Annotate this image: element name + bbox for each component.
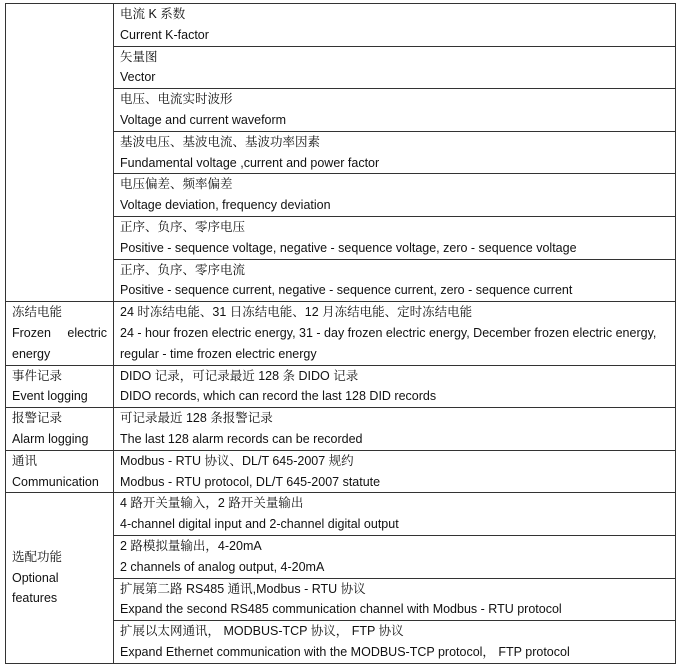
feature-en: 2 channels of analog output, 4-20mA <box>120 559 325 574</box>
comm-label-cell <box>6 450 114 493</box>
frozen-label-en-2: electric <box>67 325 107 340</box>
feature-cn: 4 路开关量输入，2 路开关量输出 <box>120 496 304 511</box>
feature-en: The last 128 alarm records can be recorded <box>120 431 363 446</box>
feature-cn: 正序、负序、零序电压 <box>120 219 246 234</box>
event-label-en: Event logging <box>12 389 88 404</box>
frozen-label-en-1: Frozen <box>12 325 51 340</box>
feature-cn: 扩展以太网通讯， MODBUS-TCP 协议， FTP 协议 <box>120 624 404 639</box>
comm-feature-cell <box>114 450 676 493</box>
measurement-label-cell <box>6 4 114 302</box>
feature-en: Voltage and current waveform <box>120 112 287 127</box>
table-row <box>6 450 676 493</box>
feature-en: Voltage deviation, frequency deviation <box>120 198 331 213</box>
feature-cn: Modbus - RTU 协议、DL/T 645-2007 规约 <box>120 453 354 468</box>
feature-cell-k-factor <box>114 4 676 47</box>
alarm-label-en: Alarm logging <box>12 431 89 446</box>
feature-en: 24 - hour frozen electric energy, 31 - day frozen electric energy, December frozen electric energy, <box>120 325 657 340</box>
comm-label-cn: 通讯 <box>12 453 38 468</box>
alarm-feature-cell <box>114 408 676 451</box>
feature-cn: 矢量图 <box>120 49 158 64</box>
feature-cn: 可记录最近 128 条报警记录 <box>120 411 273 426</box>
feature-en: Expand the second RS485 communication channel with Modbus - RTU protocol <box>120 602 562 617</box>
feature-en: Fundamental voltage ,current and power factor <box>120 155 380 170</box>
optional-label-cn: 选配功能 <box>12 549 63 564</box>
feature-cell-vector <box>114 46 676 89</box>
feature-en: Modbus - RTU protocol, DL/T 645-2007 statute <box>120 474 381 489</box>
feature-cell-sequence-current <box>114 259 676 302</box>
feature-cell-sequence-voltage <box>114 216 676 259</box>
table-row <box>6 302 676 365</box>
alarm-label-cell <box>6 408 114 451</box>
event-feature-cell <box>114 365 676 408</box>
optional-label-cell <box>6 493 114 663</box>
feature-en: Positive - sequence current, negative - sequence current, zero - sequence current <box>120 283 573 298</box>
table-row <box>6 493 676 536</box>
spec-table <box>5 3 676 664</box>
frozen-label-en-3: energy <box>12 346 51 361</box>
comm-label-en: Communication <box>12 474 99 489</box>
feature-cell-deviation <box>114 174 676 217</box>
feature-cell-waveform <box>114 89 676 132</box>
feature-cn: 电压、电流实时波形 <box>120 92 233 107</box>
frozen-label-cell <box>6 302 114 365</box>
feature-en: Positive - sequence voltage, negative - sequence voltage, zero - sequence voltage <box>120 240 577 255</box>
feature-cn: 正序、负序、零序电流 <box>120 262 246 277</box>
optional-feature-analog-output <box>114 535 676 578</box>
feature-cn: 扩展第二路 RS485 通讯,Modbus - RTU 协议 <box>120 581 366 596</box>
feature-en: 4-channel digital input and 2-channel digital output <box>120 517 399 532</box>
feature-en-cont: regular - time frozen electric energy <box>120 346 317 361</box>
table-row <box>6 408 676 451</box>
optional-feature-digital-io <box>114 493 676 536</box>
feature-en: DIDO records, which can record the last 128 DID records <box>120 389 437 404</box>
table-row <box>6 365 676 408</box>
optional-feature-rs485 <box>114 578 676 621</box>
optional-feature-ethernet <box>114 621 676 664</box>
feature-cn: 24 时冻结电能、31 日冻结电能、12 月冻结电能、定时冻结电能 <box>120 305 473 320</box>
event-label-cell <box>6 365 114 408</box>
feature-cn: 电压偏差、频率偏差 <box>120 177 233 192</box>
table-row <box>6 4 676 47</box>
feature-cell-fundamental <box>114 131 676 174</box>
feature-cn: 电流 K 系数 <box>120 7 186 21</box>
optional-label-en-1: Optional <box>12 570 59 585</box>
feature-cn: 基波电压、基波电流、基波功率因素 <box>120 134 321 149</box>
feature-cn: DIDO 记录，可记录最近 128 条 DIDO 记录 <box>120 368 359 383</box>
feature-en: Vector <box>120 70 156 85</box>
event-label-cn: 事件记录 <box>12 368 63 383</box>
frozen-label-cn: 冻结电能 <box>12 305 63 320</box>
optional-label-en-2: features <box>12 591 58 606</box>
feature-en: Current K-factor <box>120 27 209 42</box>
feature-cn: 2 路模拟量输出，4-20mA <box>120 538 262 553</box>
frozen-feature-cell <box>114 302 676 365</box>
feature-en: Expand Ethernet communication with the MODBUS-TCP protocol， FTP protocol <box>120 644 570 659</box>
alarm-label-cn: 报警记录 <box>12 411 63 426</box>
